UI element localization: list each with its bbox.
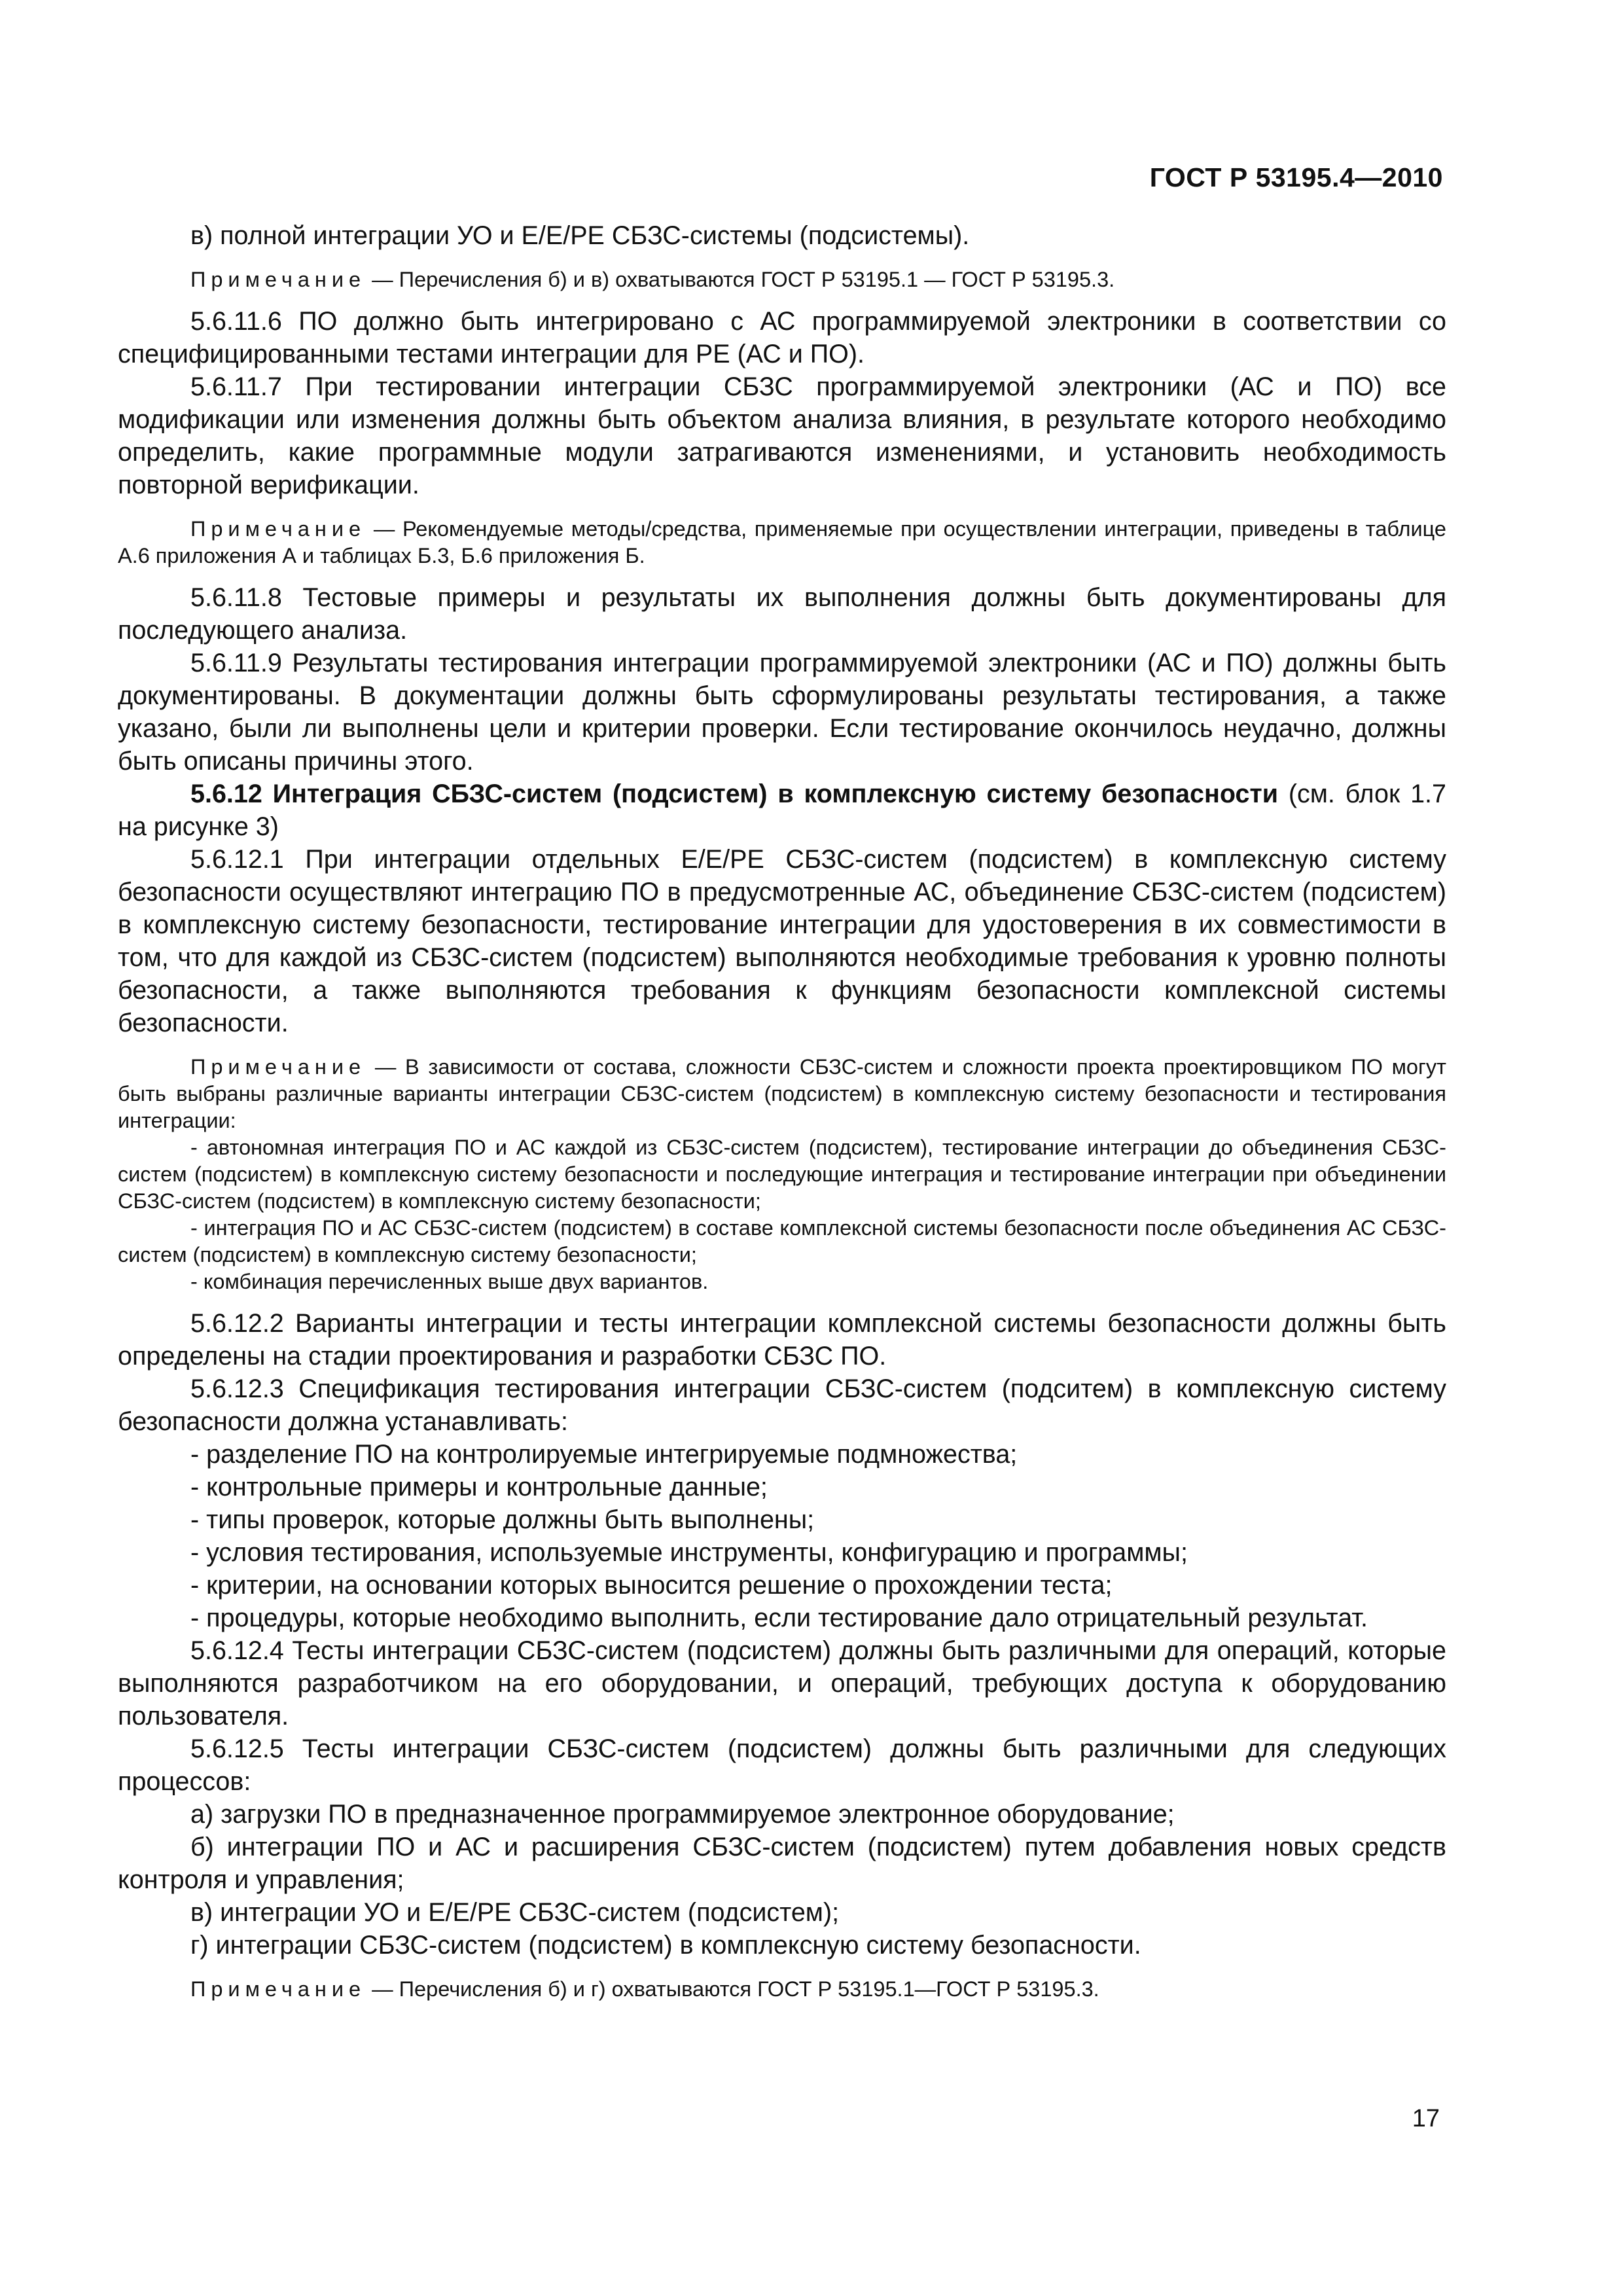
list-item-v: в) полной интеграции УО и Е/Е/РЕ СБЗС-системы (подсистемы). — [190, 221, 970, 250]
clause-5-6-11-6: 5.6.11.6 ПО должно быть интегрировано с АС программируемой электроники в соответствии со специфицированными тестами интеграции для РЕ (АС и ПО). — [118, 307, 1446, 368]
note-3-item: - интеграция ПО и АС СБЗС-систем (подсистем) в составе комплексной системы безопасности после объединения АС СБЗС-систем (подсистем) в комплексную систему безопасности; — [118, 1216, 1446, 1266]
document-code-header: ГОСТ Р 53195.4—2010 — [1149, 162, 1443, 192]
clause-5-6-11-8: 5.6.11.8 Тестовые примеры и результаты их выполнения должны быть документированы для последующего анализа. — [118, 583, 1446, 645]
clause-5-6-11-9: 5.6.11.9 Результаты тестирования интеграции программируемой электроники (АС и ПО) должны быть документированы. В документации должны быть сформулированы результаты тестирования, а также указано, были ли выполнены цели и критерии проверки. Если тестирование окончилось неудачно, должны быть описаны причины этого. — [118, 649, 1446, 776]
list-item: - критерии, на основании которых выносится решение о прохождении теста; — [190, 1571, 1113, 1600]
list-item: в) интеграции УО и Е/Е/РЕ СБЗС-систем (подсистем); — [190, 1898, 840, 1927]
list-item: г) интеграции СБЗС-систем (подсистем) в комплексную систему безопасности. — [190, 1931, 1141, 1960]
section-heading-5-6-12 — [118, 778, 1446, 843]
clause-5-6-12-2: 5.6.12.2 Варианты интеграции и тесты интеграции комплексной системы безопасности должны быть определены на стадии проектирования и разработки СБЗС ПО. — [118, 1309, 1446, 1371]
list-item: - типы проверок, которые должны быть выполнены; — [190, 1505, 815, 1534]
note-text: — Перечисления б) и в) охватываются ГОСТ Р 53195.1 — ГОСТ Р 53195.3. — [366, 268, 1115, 291]
note-label: Примечание — [190, 1055, 366, 1079]
clause-5-6-12-3: 5.6.12.3 Спецификация тестирования интеграции СБЗС-систем (подситем) в комплексную систему безопасности должна устанавливать: — [118, 1374, 1446, 1436]
document-body — [118, 219, 1446, 2015]
section-heading-ref: (см. блок 1.7 на рисунке 3) — [118, 780, 1446, 841]
note-label: Примечание — [190, 1977, 366, 2001]
clause-5-6-12-5: 5.6.12.5 Тесты интеграции СБЗС-систем (подсистем) должны быть различными для следующих процессов: — [118, 1734, 1446, 1796]
page-number: 17 — [1412, 2105, 1440, 2132]
list-item: б) интеграции ПО и АС и расширения СБЗС-систем (подсистем) путем добавления новых средств контроля и управления; — [118, 1833, 1446, 1894]
list-item: - разделение ПО на контролируемые интегрируемые подмножества; — [190, 1440, 1018, 1469]
note-3-item: - комбинация перечисленных выше двух вариантов. — [190, 1270, 709, 1293]
note-3-item: - автономная интеграция ПО и АС каждой из СБЗС-систем (подсистем), тестирование интеграции до объединения СБЗС-систем (подсистем) в комплексную систему безопасности и последующие интеграция и тестирование интеграции при объединении СБЗС-систем (подсистем) в комплексную систему безопасности; — [118, 1136, 1446, 1213]
list-item: а) загрузки ПО в предназначенное программируемое электронное оборудование; — [190, 1800, 1175, 1829]
list-item: - условия тестирования, используемые инструменты, конфигурацию и программы; — [190, 1538, 1188, 1567]
list-item: - процедуры, которые необходимо выполнить, если тестирование дало отрицательный результат. — [190, 1604, 1368, 1632]
note-3 — [118, 1054, 1446, 1295]
clause-5-6-12-4: 5.6.12.4 Тесты интеграции СБЗС-систем (подсистем) должны быть различными для операций, которые выполняются разработчиком на его оборудовании, и операций, требующих доступа к оборудованию пользователя. — [118, 1636, 1446, 1731]
note-label: Примечание — [190, 517, 366, 541]
note-text: — В зависимости от состава, сложности СБЗС-систем и сложности проекта проектировщиком ПО могут быть выбраны различные варианты интеграции СБЗС-систем (подсистем) в комплексную систему безопасности и тестирования интеграции: — [118, 1055, 1446, 1132]
note-text: — Рекомендуемые методы/средства, применяемые при осуществлении интеграции, приведены в таблице А.6 приложения А и таблицах Б.3, Б.6 приложения Б. — [118, 517, 1446, 567]
clause-5-6-11-7: 5.6.11.7 При тестировании интеграции СБЗС программируемой электроники (АС и ПО) все модификации или изменения должны быть объектом анализа влияния, в результате которого необходимо определить, какие программные модули затрагиваются изменениями, и установить необходимость повторной верификации. — [118, 372, 1446, 499]
note-text: — Перечисления б) и г) охватываются ГОСТ Р 53195.1—ГОСТ Р 53195.3. — [366, 1977, 1099, 2001]
note-4 — [118, 1976, 1446, 2003]
note-3-intro — [118, 1054, 1446, 1134]
section-heading-title: 5.6.12 Интеграция СБЗС-систем (подсистем) в комплексную систему безопасности — [190, 780, 1279, 808]
note-label: Примечание — [190, 268, 366, 291]
clause-5-6-12-1: 5.6.12.1 При интеграции отдельных Е/Е/РЕ СБЗС-систем (подсистем) в комплексную систему безопасности осуществляют интеграцию ПО в предусмотренные АС, объединение СБЗС-систем (подсистем) в комплексную систему безопасности, тестирование интеграции для удостоверения в их совместимости в том, что для каждой из СБЗС-систем (подсистем) выполняются необходимые требования к уровню полноты безопасности, а также выполняются требования к функциям безопасности комплексной системы безопасности. — [118, 845, 1446, 1037]
note-2 — [118, 516, 1446, 569]
list-item: - контрольные примеры и контрольные данные; — [190, 1473, 768, 1501]
note-1 — [118, 266, 1446, 293]
